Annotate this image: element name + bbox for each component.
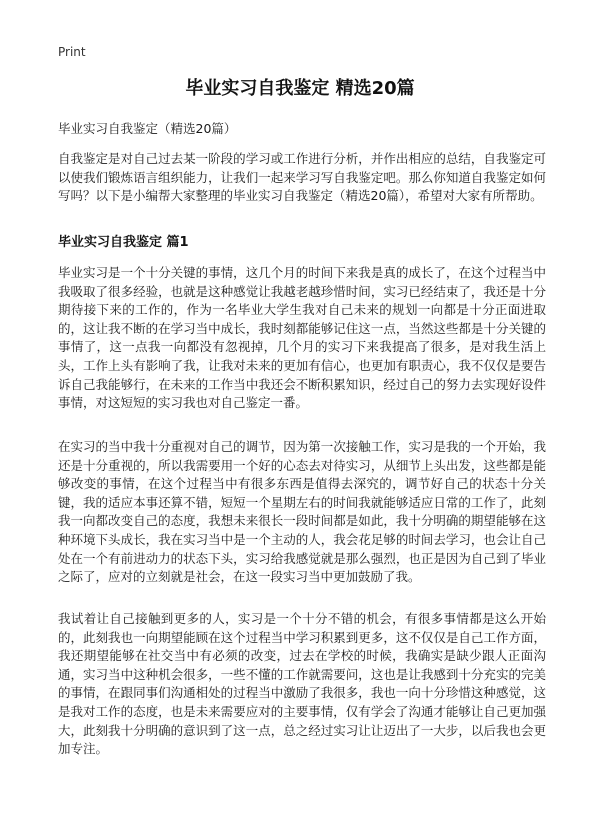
page-title: 毕业实习自我鉴定 精选20篇 [185, 78, 415, 99]
intro-paragraph: 自我鉴定是对自己过去某一阶段的学习或工作进行分析，并作出相应的总结，自我鉴定可以使我们锻炼语言组织能力，让我们一起来学习写自我鉴定吧。那么你知道自我鉴定如何写吗？以下是小编帮大家整理的毕业实习自我鉴定（精选20篇），希望对大家有所帮助。 [58, 151, 546, 204]
document-subtitle: 毕业实习自我鉴定（精选20篇） [58, 121, 237, 136]
body-paragraph-1: 毕业实习是一个十分关键的事情，这几个月的时间下来我是真的成长了，在这个过程当中我吸取了很多经验，也就是这种感觉让我越老越珍惜时间，实习已经结束了，我还是十分期待接下来的工作的，作为一名毕业大学生我对自己未来的规划一向都是十分正面进取的，这让我不断的在学习当中成长，我时刻都能够记住这一点，当然这些都是十分关键的事情了，这一点我一向都没有忽视掉，几个月的实习下来我提高了很多，是对我生活上头，工作上头有影响了我，让我对未来的更加有信心，也更加有职责心，我不仅仅是要告诉自己我能够行，在未来的工作当中我还会不断积累知识，经过自己的努力去实现好设件事情，对这短短的实习我也对自己鉴定一番。 [58, 265, 546, 411]
print-label[interactable]: Print [58, 45, 86, 59]
body-paragraph-3: 我试着让自己接触到更多的人，实习是一个十分不错的机会，有很多事情都是这么开始的，此刻我也一向期望能顾在这个过程当中学习积累到更多，这不仅仅是自己工作方面，我还期望能够在社交当中有必须的改变，过去在学校的时候，我确实是缺少跟人正面沟通，实习当中这种机会很多，一些不懂的工作就需要问，这也是让我感到十分充实的完美的事情，在跟同事们沟通相处的过程当中激励了我很多，我也一向十分珍惜这种感觉，这是我对工作的态度，也是未来需要应对的主要事情，仅有学会了沟通才能够让自己更加强大，此刻我十分明确的意识到了这一点，总之经过实习让让迈出了一大步，以后我也会更加专注。 [58, 611, 546, 757]
body-paragraph-2: 在实习的当中我十分重视对自己的调节，因为第一次接触工作，实习是我的一个开始，我还是十分重视的，所以我需要用一个好的心态去对待实习，从细节上头出发，这些都是能够改变的事情，在这个过程当中有很多东西是值得去深究的，调节好自己的状态十分关键，我的适应本事还算不错，短短一个星期左右的时间我就能够适应日常的工作了，此刻我一向都改变自己的态度，我想未来很长一段时间都是如此，我十分明确的期望能够在这种环境下头成长，我在实习当中是一个主动的人，我会花足够的时间去学习，也会让自己处在一个有前进动力的状态下头，实习给我感觉就是那么强烈，也正是因为自己到了毕业之际了，应对的立刻就是社会，在这一段实习当中更加鼓励了我。 [58, 439, 546, 585]
section-heading: 毕业实习自我鉴定 篇1 [58, 235, 189, 250]
